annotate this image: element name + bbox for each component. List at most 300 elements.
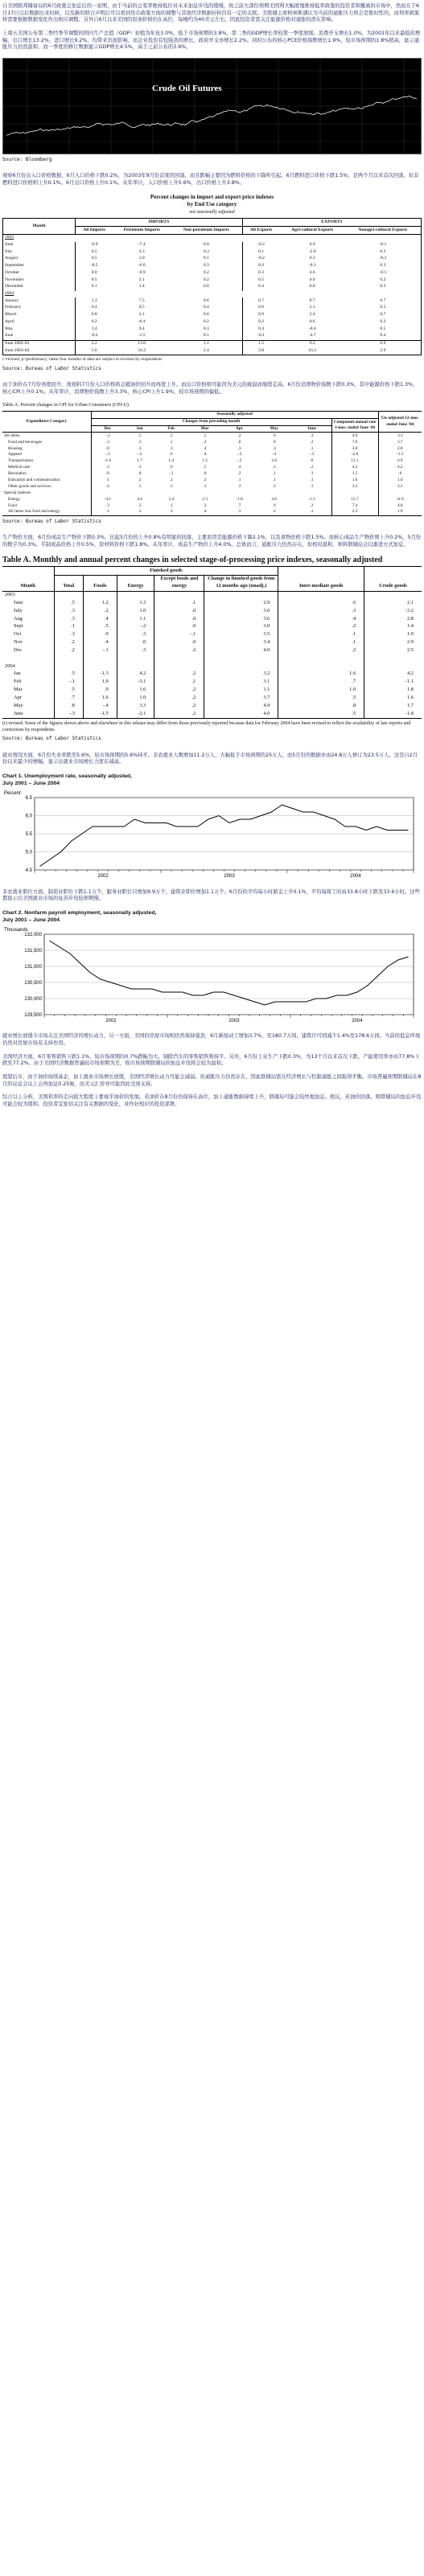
table3-spacer <box>117 654 154 662</box>
table2-cell <box>124 490 155 496</box>
table1-col-month: Month <box>3 219 76 234</box>
payroll-chart-subtitle: July 2001 – June 2004 <box>2 917 60 924</box>
table1-cell: 9.2 <box>309 341 315 347</box>
table3-spacer <box>83 591 117 599</box>
table2-cell: 1.6 <box>331 478 378 484</box>
table3-cell: .2 <box>154 687 204 695</box>
table1-cell: 0.0 <box>91 269 97 275</box>
table2-col-expenditure: Expenditure Category <box>2 411 91 433</box>
table2-cell: .0 <box>105 445 109 451</box>
table3-cell: 1.0 <box>117 694 154 702</box>
table2-cell: 6.9 <box>397 458 403 464</box>
unemployment-x-tick: 2002 <box>97 873 109 879</box>
table1-col: Agri-cultural Exports <box>291 227 334 232</box>
table2-cell: .3 <box>272 445 276 451</box>
table3-spacer <box>278 654 364 662</box>
table1-cell: 0.2 <box>380 318 386 324</box>
unemployment-chart-title: Chart 1. Unemployment rate, seasonally adjusted, <box>2 773 132 780</box>
table3-cell: -.1 <box>83 646 117 654</box>
table1-cell: 2.3 <box>138 248 145 254</box>
table1-cell: 1.5 <box>258 341 265 347</box>
table-row <box>3 269 422 277</box>
payroll-chart-title: Chart 2. Nonfarm payroll employment, seasonally adjusted, <box>2 909 157 916</box>
table3-cell: .0 <box>154 615 204 623</box>
table2-cell: .3 <box>203 477 207 482</box>
table3-spacer <box>154 591 204 599</box>
paragraph-9: 美国经济方面，6月零售销售下跌1.1%，较市场预期的0.7%跌幅为大。剔除汽车的零售销售则持平。另外，6月份工业生产下跌0.3%，为13个月以来首次下跌，产能使用率亦由77.8%下跌至77.2%。由于美国经济数据普遍较市场预期为差，故市场预期联储局的加息步伐将会较为温和。 <box>2 1053 420 1067</box>
table2-cell: 3.3 <box>397 433 403 438</box>
table3-spacer <box>278 662 364 671</box>
table2-cell <box>292 490 331 496</box>
table2-month-header: May <box>270 425 278 431</box>
table2-cell: 4.4 <box>137 496 142 502</box>
table3-cell: 4.0 <box>204 710 278 718</box>
table3-cell: 2.9 <box>407 639 414 646</box>
table2-cell: .3 <box>138 439 142 445</box>
table2-cell: 4.9 <box>331 433 378 439</box>
table1-cell: -0.2 <box>257 242 265 247</box>
table3-col: Change in finished goods from 12 months ago (unadj.) <box>204 575 278 591</box>
table1-cell: 34.2 <box>138 347 146 353</box>
table2-cell: .6 <box>169 465 173 470</box>
table2-cell: .6 <box>398 471 402 477</box>
table3-year: 2003 <box>2 591 54 599</box>
paragraph-1: 自美国联邦储备局的6月政策会加息后的一星期，由于当前的会变率维持低位对未来加息步伐的缓慢，故之前大部份预期美国利大幅度地维持低率政策的投资者和撤离的市场中，然而在于6月17日以后数据出来时候，以及新的联合声明后可以看到货币政策方面的调整与其他经济数据好转仍有一定的关联。美联储主席格林斯潘认为当前的通胀压力将会是暂时性的，而利率政策将需要根据数据变化作出相应调整。另外自6月以来美国的原油价格仍在高位，每桶约为40美元左右，因此投资者需关注能源价格对通胀的潜在影响。 <box>2 3 420 23</box>
table1-cell: 0.5 <box>258 277 265 282</box>
table2-cell: .3 <box>138 502 142 508</box>
table1-month: February <box>3 305 76 312</box>
table2-cell: -1.3 <box>292 496 331 502</box>
table2-cell <box>256 490 292 496</box>
table2-month-header: Dec <box>104 425 112 431</box>
table2-compound-header: Compound annual rate 3-mos. ended June '04 <box>331 418 378 433</box>
unemployment-chart <box>2 788 422 883</box>
table1-cell: 0.1 <box>171 333 242 340</box>
table3-cell: .2 <box>154 710 204 718</box>
table1-cell: 1.4 <box>91 326 97 331</box>
table2-cell: 1.6 <box>397 477 403 482</box>
table1-cell: 0.7 <box>380 312 386 318</box>
table3-cell: .1 <box>278 631 364 639</box>
table2-cell: -.2 <box>271 452 277 457</box>
table1-cell: 0.4 <box>171 305 242 312</box>
table2-cell: 4.2 <box>397 465 403 470</box>
paragraph-4: 由于油价在7月份再度回升，故预料7月份入口价格将会随油价回升而再度上升。而出口价格则可能因为美元的疲弱而继续走高。6月份消费物价指数下跌0.3%，其中能源价格下跌1.3%，核心CPI上升0.1%，从年率计，消费物价指数上升3.3%，核心CPI上升1.9%，较市场预期的偏低。 <box>2 381 418 395</box>
table1-month: July <box>3 248 76 256</box>
table2-cell: 1.2 <box>202 458 208 464</box>
table2-cell: .1 <box>237 477 241 482</box>
table2-cell: .1 <box>292 509 331 515</box>
table1-month: August <box>3 256 76 263</box>
table1-cell: 0.6 <box>171 297 242 305</box>
unemployment-y-tick: 6.5 <box>25 795 32 801</box>
table1-month: April <box>3 318 76 326</box>
table1-cell: 0.6 <box>171 312 242 319</box>
table2-cell: 15.7 <box>331 496 378 502</box>
table3-cell: 1.0 <box>83 679 117 687</box>
payroll-x-tick: 2002 <box>105 1018 117 1023</box>
table1-month: May <box>3 326 76 333</box>
table2-cell: .1 <box>105 477 109 482</box>
table3-cell: 4.2 <box>407 671 414 677</box>
table2-cell <box>187 490 222 496</box>
table3-cell: .7 <box>278 679 364 687</box>
table1-cell: 0.3 <box>380 284 386 289</box>
table1-cell: 0.1 <box>258 248 265 254</box>
cpi-table <box>2 411 422 516</box>
table2-cell: 4.6 <box>271 496 278 502</box>
table1-subtitle2: not seasonally adjusted <box>189 210 235 215</box>
table3-cell: .6 <box>278 599 364 607</box>
unemployment-y-tick: 6.0 <box>25 814 32 819</box>
table3-cell: .3 <box>54 615 83 623</box>
table3-cell: .1 <box>154 599 204 607</box>
table2-cell: 1.7 <box>137 458 142 464</box>
table-row <box>2 484 422 490</box>
table-row <box>3 318 422 326</box>
table1-cell: 4.0 <box>309 277 315 282</box>
table2-cell: .1 <box>169 502 173 508</box>
table1-cell: -0.1 <box>308 263 316 269</box>
table2-cell: 12.1 <box>331 458 378 465</box>
table2-cell: .3 <box>138 445 142 451</box>
paragraph-11: 综合以上分析，美国利率的走向很大程度上要视乎油价的发展。若油价在8月份仍保持在高位，加上通胀数据持续上升，联储局可能会较快地加息。相反，若油价回落，则联储局的加息步伐可能会较为缓和。投资者宜密切关注有关数据的变化，并作好相应的投资部署。 <box>2 1094 422 1108</box>
table3-cell: 3.5 <box>204 631 278 639</box>
import-export-table <box>2 218 422 355</box>
table-row <box>3 326 422 333</box>
table3-cell: -.1 <box>54 679 83 687</box>
table1-cell: 0.0 <box>171 284 242 291</box>
table2-cell: .3 <box>169 509 173 515</box>
table1-cell: 0.0 <box>171 242 242 249</box>
table1-col: Petroleum Imports <box>123 227 160 232</box>
table-row <box>2 445 422 452</box>
table1-month: June 2002-03 <box>3 340 76 347</box>
table2-category: Apparel <box>2 452 91 458</box>
table1-cell: 0.3 <box>380 263 386 269</box>
table2-cell: .3 <box>237 509 241 515</box>
table3-cell: 1.6 <box>407 694 414 700</box>
table3-cell: 1.6 <box>83 694 117 702</box>
table1-cell: 0.7 <box>380 297 386 303</box>
table-row <box>2 502 422 509</box>
table2-cell: .3 <box>272 465 276 470</box>
table3-cell: .2 <box>154 646 204 654</box>
table1-cell: 0.2 <box>258 263 265 269</box>
table2-cell: .2 <box>237 433 241 438</box>
table-row <box>2 639 422 647</box>
table3-month: Aug <box>2 615 54 623</box>
table2-category: Energy <box>2 496 91 502</box>
table3-cell: 2.8 <box>407 615 414 621</box>
table3-cell: -3.2 <box>405 607 414 613</box>
table2-cell: .3 <box>169 445 173 451</box>
unemployment-chart-block <box>2 773 422 885</box>
table1-cell: 0.9 <box>380 341 386 347</box>
table2-cell: .4 <box>105 483 109 489</box>
table1-cell: -0.9 <box>90 242 98 247</box>
payroll-chart-block <box>2 909 422 1030</box>
table3-cell: .3 <box>54 631 83 639</box>
table1-cell: 1.4 <box>138 284 145 289</box>
table3-month: Nov <box>2 639 54 647</box>
table3-spacer <box>54 654 83 662</box>
table3-cell: 4.2 <box>117 671 154 679</box>
table2-cell: .6 <box>237 439 241 445</box>
table2-cell: .3 <box>105 439 109 445</box>
table2-month-header: June <box>292 425 331 433</box>
table2-month-header: Apr <box>235 425 243 431</box>
table2-category: Transportation <box>2 458 91 465</box>
table1-cell: -0.1 <box>379 242 387 247</box>
table-row <box>2 679 422 687</box>
table3-month: Mar <box>2 687 54 695</box>
table3-cell: 1.4 <box>407 623 414 630</box>
table3-cell: .9 <box>83 631 117 639</box>
payroll-x-tick: 2004 <box>352 1018 363 1023</box>
table2-cell: .7 <box>237 502 241 508</box>
table2-cell: .3 <box>237 445 241 451</box>
table3-spacer <box>204 591 278 599</box>
table1-cell: 16.2 <box>308 347 317 353</box>
table3-spacer <box>83 662 117 671</box>
table3-cell: .5 <box>54 687 83 695</box>
table2-cell: .9 <box>272 439 276 445</box>
table2-cell: .6 <box>169 452 173 457</box>
table3-spacer <box>154 662 204 671</box>
table2-cell: .0 <box>138 471 142 477</box>
table1-cell: 0.8 <box>309 284 315 289</box>
table1-cell: -4.7 <box>308 333 316 338</box>
table1-cell: 0.2 <box>171 277 242 284</box>
table3-cell: 2.1 <box>407 599 414 605</box>
table3-cell: 4.9 <box>204 702 278 710</box>
table3-month: June <box>2 710 54 718</box>
table-row <box>2 710 422 718</box>
table3-cell: 1.2 <box>83 599 117 607</box>
table1-cell: 3.0 <box>138 256 145 261</box>
table-row <box>3 305 422 312</box>
table3-cell: 1.0 <box>407 631 414 638</box>
table2-category: All items <box>2 433 91 439</box>
table3-footnote: (r) revised. Some of the figures shown above and elsewhere in this release may differ from those previously reported because data for February 2004 have been revised to reflect the availability of late reports and corrections by respondents. <box>2 720 411 733</box>
table1-cell: 0.9 <box>258 312 265 318</box>
table1-subtitle: by End Use category <box>187 201 237 208</box>
table-row <box>2 671 422 679</box>
table1-col: Non-petroleum Imports <box>171 227 242 235</box>
table3-cell: .0 <box>154 623 204 631</box>
table3-cell: 2.5 <box>407 646 414 653</box>
table3-col: Crude goods <box>364 567 422 591</box>
chart1-source: Source: Bloomberg <box>2 157 52 163</box>
table1-cell: 0.3 <box>171 263 242 270</box>
table3-spacer <box>154 654 204 662</box>
table-row <box>2 490 422 496</box>
table3-month: Apr <box>2 694 54 702</box>
table3-cell: 1.8 <box>407 687 414 693</box>
table1-cell: 0.7 <box>309 297 315 303</box>
table3-cell: .4 <box>83 615 117 623</box>
table3-cell: .1 <box>54 623 83 631</box>
table2-cell: -1.6 <box>104 458 112 464</box>
table3-spacer <box>204 654 278 662</box>
table-row <box>2 687 422 695</box>
table2-cell: .9 <box>272 502 276 508</box>
table1-cell: -2.0 <box>308 248 316 254</box>
table2-cell: .1 <box>292 445 331 452</box>
table1-source: Source: Bureau of Labor Statistics <box>2 365 101 371</box>
table-row <box>2 694 422 702</box>
table2-cell: .3 <box>138 465 142 470</box>
table3-cell: .5 <box>54 671 83 679</box>
table3-finished-header: Finished goods <box>54 567 278 576</box>
table-row <box>3 242 422 249</box>
table3-cell: .7 <box>54 694 83 702</box>
table3-cell: .3 <box>54 607 83 615</box>
table-row <box>3 256 422 263</box>
table1-cell: 4.6 <box>309 269 315 275</box>
payroll-y-tick: 131,500 <box>24 948 42 954</box>
table-row <box>2 458 422 465</box>
payroll-y-tick: 129,500 <box>24 1012 42 1018</box>
table2-cell: -1.5 <box>397 452 404 457</box>
table-row <box>2 465 422 471</box>
table3-year: 2004 <box>2 662 54 671</box>
table1-cell: 2.1 <box>309 305 315 310</box>
table1-year: 2004 <box>5 291 14 297</box>
table1-col: All Exports <box>249 227 273 232</box>
table3-cell: -.2 <box>117 623 154 631</box>
table3-cell: -.1 <box>154 631 204 639</box>
table1-cell: 0.2 <box>258 318 265 324</box>
table3-cell: .3 <box>117 646 154 654</box>
table1-group-imports: IMPORTS <box>76 219 243 227</box>
table1-cell: 0.3 <box>171 248 242 256</box>
table3-month: July <box>2 607 54 615</box>
table3-cell: .2 <box>154 671 204 679</box>
table2-source: Source: Bureau of Labor Statistics <box>2 519 101 525</box>
table2-cell: .1 <box>292 471 331 478</box>
table1-cell: 0.5 <box>91 248 97 254</box>
table3-cell: -1.3 <box>83 671 117 679</box>
table3-cell: 1.0 <box>278 687 364 695</box>
table2-cell: -.1 <box>168 471 174 477</box>
table2-cell: -.2 <box>105 433 110 438</box>
table2-cell <box>223 490 256 496</box>
table3-cell: 3.4 <box>204 639 278 647</box>
unemployment-x-tick: 2003 <box>224 873 235 879</box>
table1-month: June 2003-04 <box>3 347 76 355</box>
table1-cell: 0.7 <box>258 297 265 303</box>
table1-cell: 0.2 <box>171 318 242 326</box>
table2-cell: 2.8 <box>397 445 403 451</box>
table2-cell: 3.2 <box>331 484 378 490</box>
table2-cell: .0 <box>105 471 109 477</box>
table3-cell: .5 <box>278 694 364 702</box>
payroll-x-tick: 2003 <box>228 1018 240 1023</box>
table1-cell: 0.3 <box>171 326 242 333</box>
table1-cell: 2.9 <box>380 347 386 353</box>
paragraph-5: 生产物价方面，6月份成品生产物价下跌0.3%，比起5月份的上升0.8%有明显的回落，主要原因是能源价格下降2.1%，以及食物价格下跌1.5%。而核心成品生产物价则上升0.2%，5月份的数字为0.3%。半制成品价格上升0.5%，原材料价格下跌1.8%。从年率计，成品生产物价上升4.0%。总体而言，通胀压力仍然存在，但相对温和，预料联储局会以渐进方式加息。 <box>2 535 422 548</box>
unemployment-series-line <box>40 805 409 867</box>
table3-cell: -2.1 <box>117 710 154 718</box>
table1-cell: 0.6 <box>258 305 265 310</box>
table3-col: Foods <box>83 575 117 591</box>
table2-cell: .3 <box>292 433 331 439</box>
unemployment-y-tick: 4.5 <box>25 868 32 873</box>
unemployment-y-label: Percent <box>4 790 21 796</box>
table3-cell: .3 <box>117 631 154 639</box>
crude-oil-chart <box>2 58 422 154</box>
table-row <box>2 471 422 478</box>
table3-spacer <box>2 654 54 662</box>
table2-cell: .0 <box>203 471 207 477</box>
table3-cell: .2 <box>83 607 117 615</box>
table3-spacer <box>364 654 422 662</box>
table1-cell: -0.4 <box>138 318 146 324</box>
table3-spacer <box>278 591 364 599</box>
table1-col: All Imports <box>83 227 106 232</box>
table3-cell: .1 <box>278 639 364 647</box>
table2-month-header: Jan <box>136 425 143 431</box>
table2-category: Housing <box>2 445 91 452</box>
table1-cell: -0.1 <box>379 269 387 275</box>
table3-cell: .0 <box>154 607 204 615</box>
table-row <box>2 433 422 439</box>
table3-cell: -3.1 <box>117 679 154 687</box>
table-row <box>3 347 422 355</box>
table3-source: Source: Bureau of Labor Statistics <box>2 736 101 742</box>
table3-cell: 3.3 <box>117 702 154 710</box>
table1-cell: 0.3 <box>258 269 265 275</box>
table3-month: Feb <box>2 679 54 687</box>
payroll-y-tick: 132,000 <box>24 932 42 937</box>
table2-cell: .1 <box>292 484 331 490</box>
table1-cell: 0.6 <box>309 318 315 324</box>
table1-cell: 2.2 <box>91 341 97 347</box>
table2-category: All items less food and energy <box>2 509 91 515</box>
table3-cell: 3.1 <box>204 679 278 687</box>
table1-month: December <box>3 284 76 291</box>
table2-cell: .4 <box>203 509 207 515</box>
table1-cell: 0.4 <box>380 333 386 338</box>
table2-cell: .3 <box>105 502 109 508</box>
table2-category: Recreation <box>2 471 91 478</box>
table1-cell: -0.2 <box>257 256 265 261</box>
table2-cell: .1 <box>272 477 276 482</box>
table2-cell: .2 <box>138 477 142 482</box>
table1-cell: 0.4 <box>91 305 97 310</box>
table2-cell: .2 <box>203 502 207 508</box>
table1-cell: 0.5 <box>91 277 97 282</box>
table3-cell: 1.1 <box>204 687 278 695</box>
table1-cell: 0.2 <box>91 318 97 324</box>
table1-cell: 0.3 <box>380 248 386 254</box>
paragraph-3: 观察6月份出入口价格数据，6月入口价格下跌0.2%，为2003年9月份首度的回落，而且跌幅主要因为燃料价格的下降所引起。6月燃料进口价格下跌1.5%，是两个月以来首次回落，但非燃料进口价格则上升0.1%。6月出口价格上升0.1%。从年率计，入口价格上升5.6%，出口价格上升3.8%。 <box>2 173 419 187</box>
table1-cell: 0.8 <box>91 312 97 318</box>
table2-cell: -.2 <box>137 452 142 457</box>
table-row <box>2 623 422 631</box>
table-row <box>3 277 422 284</box>
table1-cell: 9.4 <box>138 326 145 331</box>
table3-cell: -1.1 <box>405 679 414 685</box>
table2-cell <box>155 490 187 496</box>
table2-cell: 1.5 <box>331 471 378 478</box>
table1-cell: -0.2 <box>379 256 387 261</box>
table2-category: Medical care <box>2 465 91 471</box>
table3-cell: 1.1 <box>117 615 154 623</box>
table3-cell: 1.6 <box>117 687 154 695</box>
